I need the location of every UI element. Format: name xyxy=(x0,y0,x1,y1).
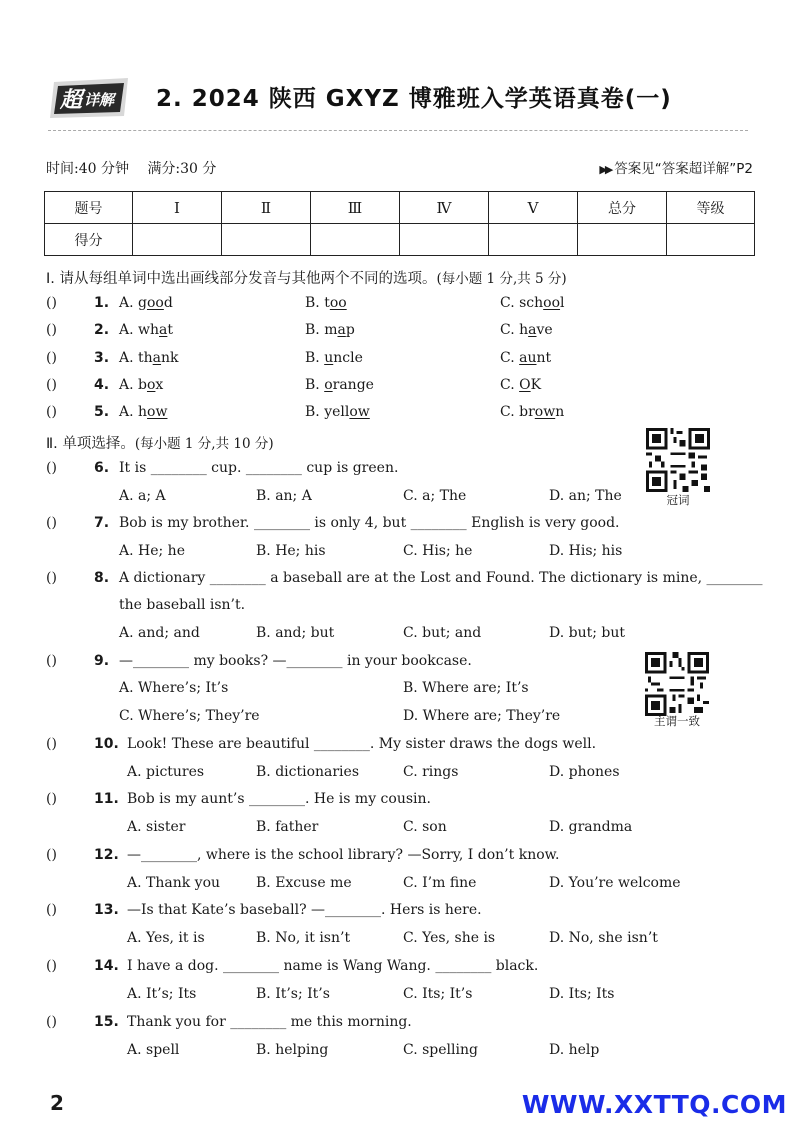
word-prefix: t xyxy=(324,295,330,311)
question-text: —________, where is the school library? —Sorry, I don’t know. xyxy=(127,847,560,863)
page-number: 2 xyxy=(50,1091,64,1115)
option-a[interactable]: A. spell xyxy=(127,1042,180,1058)
option-c[interactable] xyxy=(500,322,553,338)
option-c[interactable]: C. son xyxy=(403,819,447,835)
underlined-letters: au xyxy=(519,350,537,366)
question-text: It is ________ cup. ________ cup is green. xyxy=(119,460,399,476)
score-table xyxy=(44,191,755,256)
question-text: Bob is my aunt’s ________. He is my cousin. xyxy=(127,791,431,807)
question-text: —Is that Kate’s baseball? —________. Hers is here. xyxy=(127,902,482,918)
option-a[interactable] xyxy=(119,322,173,338)
underlined-letters: a xyxy=(528,322,537,338)
question-text: A dictionary ________ a baseball are at the Lost and Found. The dictionary is mine, ________ xyxy=(119,570,763,586)
answer-bracket-close: ) xyxy=(51,791,57,807)
option-b[interactable]: B. No, it isn’t xyxy=(256,930,351,946)
option-d[interactable]: D. help xyxy=(549,1042,600,1058)
option-a[interactable] xyxy=(119,377,163,393)
question-number: 2. xyxy=(94,322,110,338)
option-c[interactable]: C. His; he xyxy=(403,543,473,559)
answer-bracket[interactable]: () xyxy=(46,404,57,420)
option-letter: C. xyxy=(500,377,520,393)
underlined-letters: o xyxy=(146,377,156,393)
option-d[interactable]: D. You’re welcome xyxy=(549,875,681,891)
question-number: 10. xyxy=(94,736,119,752)
option-d[interactable]: D. phones xyxy=(549,764,620,780)
question-number: 4. xyxy=(94,377,110,393)
underlined-letters: oo xyxy=(329,295,347,311)
answer-bracket-close: ) xyxy=(51,736,57,752)
option-letter: A. xyxy=(119,377,139,393)
question-number: 13. xyxy=(94,902,119,918)
option-letter: B. xyxy=(305,377,325,393)
col-5: Ⅴ xyxy=(489,192,578,224)
answer-bracket[interactable]: () xyxy=(46,1014,57,1030)
option-a[interactable]: A. sister xyxy=(127,819,186,835)
section-2-title: Ⅱ. 单项选择。(每小题 1 分,共 10 分) xyxy=(46,436,274,452)
col-1: Ⅰ xyxy=(133,192,222,224)
option-d[interactable]: D. grandma xyxy=(549,819,633,835)
option-c[interactable] xyxy=(500,404,564,420)
option-letter: B. xyxy=(305,295,325,311)
question-number: 1. xyxy=(94,295,110,311)
option-c[interactable] xyxy=(500,377,541,393)
underlined-letters: u xyxy=(324,350,334,366)
word-prefix: br xyxy=(519,404,535,420)
underlined-letters: oo xyxy=(146,295,164,311)
score-cell[interactable] xyxy=(667,224,755,256)
answer-bracket[interactable]: () xyxy=(46,736,57,752)
word-prefix: yell xyxy=(324,404,350,420)
option-letter: B. xyxy=(305,404,325,420)
option-b[interactable]: B. Excuse me xyxy=(256,875,352,891)
answer-bracket-close: ) xyxy=(51,377,57,393)
header-label-cell: 题号 xyxy=(45,192,133,224)
qr-code-icon[interactable] xyxy=(646,428,710,492)
answer-bracket-close: ) xyxy=(51,515,57,531)
option-d[interactable]: D. Its; Its xyxy=(549,986,615,1002)
option-b[interactable] xyxy=(305,377,374,393)
underlined-letters: o xyxy=(324,377,333,393)
option-a[interactable]: A. He; he xyxy=(119,543,185,559)
option-b[interactable]: B. father xyxy=(256,819,319,835)
question-number: 3. xyxy=(94,350,110,366)
word-suffix: ncle xyxy=(333,350,363,366)
option-b[interactable] xyxy=(305,295,347,311)
option-a[interactable] xyxy=(119,404,167,420)
option-c[interactable] xyxy=(500,350,551,366)
option-letter: B. xyxy=(305,322,325,338)
score-cell[interactable] xyxy=(133,224,222,256)
logo-badge-icon xyxy=(48,74,132,120)
answer-bracket[interactable]: () xyxy=(46,791,57,807)
word-suffix: ve xyxy=(536,322,553,338)
exam-meta xyxy=(46,158,216,178)
option-b[interactable]: B. dictionaries xyxy=(256,764,360,780)
answer-bracket-close: ) xyxy=(51,404,57,420)
answer-bracket[interactable]: () xyxy=(46,322,57,338)
option-letter: C. xyxy=(500,350,520,366)
answer-bracket-close: ) xyxy=(51,350,57,366)
answer-bracket-close: ) xyxy=(51,653,57,669)
question-number: 14. xyxy=(94,958,119,974)
word-prefix: h xyxy=(519,322,529,338)
option-letter: C. xyxy=(500,295,520,311)
option-b[interactable] xyxy=(305,350,363,366)
option-c[interactable]: C. but; and xyxy=(403,625,482,641)
score-cell[interactable] xyxy=(400,224,489,256)
answer-bracket[interactable]: () xyxy=(46,377,57,393)
col-3: Ⅲ xyxy=(311,192,400,224)
svg-text:详解: 详解 xyxy=(84,91,115,109)
question-number: 9. xyxy=(94,653,110,669)
answer-bracket-close: ) xyxy=(51,902,57,918)
word-suffix: t xyxy=(167,322,174,338)
answer-bracket-close: ) xyxy=(51,847,57,863)
word-prefix: b xyxy=(138,377,147,393)
question-text: —________ my books? —________ in your bookcase. xyxy=(119,653,472,669)
underlined-letters: ow xyxy=(147,404,168,420)
row-label-cell: 得分 xyxy=(45,224,133,256)
svg-text:超: 超 xyxy=(60,88,83,113)
double-arrow-icon: ▶▶ xyxy=(599,163,611,176)
option-a[interactable]: A. a; A xyxy=(119,488,166,504)
time-limit: 时间:40 分钟 xyxy=(46,161,129,177)
option-c[interactable]: C. I’m fine xyxy=(403,875,477,891)
option-a[interactable]: A. Where’s; It’s xyxy=(119,680,229,696)
question-text: I have a dog. ________ name is Wang Wang. ________ black. xyxy=(127,958,539,974)
question-number: 11. xyxy=(94,791,119,807)
qr-label-subject-verb: 主谓一致 xyxy=(654,714,700,728)
word-prefix: th xyxy=(138,350,153,366)
answer-bracket-close: ) xyxy=(51,1014,57,1030)
option-d[interactable]: D. Where are; They’re xyxy=(403,708,561,724)
option-a[interactable]: A. and; and xyxy=(119,625,200,641)
col-2: Ⅱ xyxy=(222,192,311,224)
option-c[interactable] xyxy=(500,295,565,311)
word-prefix: m xyxy=(324,322,338,338)
word-prefix: wh xyxy=(138,322,160,338)
question-number: 6. xyxy=(94,460,110,476)
word-suffix: nk xyxy=(161,350,179,366)
option-letter: A. xyxy=(119,350,139,366)
answer-bracket[interactable]: () xyxy=(46,958,57,974)
option-c[interactable]: C. Its; It’s xyxy=(403,986,473,1002)
underlined-letters: ow xyxy=(534,404,556,420)
option-c[interactable]: C. Where’s; They’re xyxy=(119,708,260,724)
col-grade: 等级 xyxy=(667,192,755,224)
answer-bracket[interactable]: () xyxy=(46,460,57,476)
word-suffix: K xyxy=(530,377,542,393)
score-cell[interactable] xyxy=(311,224,400,256)
question-text: Look! These are beautiful ________. My sister draws the dogs well. xyxy=(127,736,597,752)
answer-bracket[interactable]: () xyxy=(46,295,57,311)
option-d[interactable]: D. His; his xyxy=(549,543,623,559)
option-letter: C. xyxy=(500,322,520,338)
answer-reference: ▶▶ 答案见“答案超详解”P2 xyxy=(599,161,753,177)
word-suffix: l xyxy=(560,295,565,311)
option-c[interactable]: C. Yes, she is xyxy=(403,930,496,946)
underlined-letters: a xyxy=(159,322,168,338)
score-table-score-row xyxy=(45,224,755,256)
option-a[interactable] xyxy=(119,350,179,366)
option-d[interactable]: D. but; but xyxy=(549,625,626,641)
underlined-letters: ow xyxy=(349,404,370,420)
answer-bracket-close: ) xyxy=(51,958,57,974)
qr-label-articles: 冠词 xyxy=(666,493,690,507)
option-b[interactable] xyxy=(305,322,355,338)
col-total: 总分 xyxy=(578,192,667,224)
answer-bracket[interactable]: () xyxy=(46,902,57,918)
score-table-header-row xyxy=(45,192,755,224)
score-cell[interactable] xyxy=(489,224,578,256)
page-title: 2. 2024 陕西 GXYZ 博雅班入学英语真卷(一) xyxy=(156,86,672,112)
option-a[interactable]: A. It’s; Its xyxy=(127,986,197,1002)
underlined-letters: O xyxy=(519,377,531,393)
option-letter: B. xyxy=(305,350,325,366)
header-divider xyxy=(48,130,748,131)
option-letter: A. xyxy=(119,295,139,311)
word-prefix: sch xyxy=(519,295,544,311)
score-cell[interactable] xyxy=(222,224,311,256)
underlined-letters: a xyxy=(337,322,346,338)
option-a[interactable] xyxy=(119,295,173,311)
option-b[interactable]: B. It’s; It’s xyxy=(256,986,330,1002)
question-number: 8. xyxy=(94,570,110,586)
option-b[interactable]: B. an; A xyxy=(256,488,312,504)
option-a[interactable]: A. Yes, it is xyxy=(127,930,205,946)
answer-bracket-close: ) xyxy=(51,570,57,586)
option-c[interactable]: C. spelling xyxy=(403,1042,478,1058)
question-number: 15. xyxy=(94,1014,119,1030)
answer-bracket-close: ) xyxy=(51,460,57,476)
option-d[interactable]: D. an; The xyxy=(549,488,622,504)
word-prefix: h xyxy=(138,404,148,420)
option-b[interactable]: B. and; but xyxy=(256,625,335,641)
word-suffix: nt xyxy=(536,350,552,366)
answer-bracket-close: ) xyxy=(51,295,57,311)
option-b[interactable]: B. He; his xyxy=(256,543,326,559)
question-number: 7. xyxy=(94,515,110,531)
qr-code-icon[interactable] xyxy=(645,652,709,716)
word-suffix: range xyxy=(332,377,374,393)
answer-bracket[interactable]: () xyxy=(46,653,57,669)
question-text: Thank you for ________ me this morning. xyxy=(127,1014,412,1030)
question-number: 12. xyxy=(94,847,119,863)
option-a[interactable]: A. Thank you xyxy=(127,875,221,891)
question-number: 5. xyxy=(94,404,110,420)
answer-bracket-close: ) xyxy=(51,322,57,338)
answer-bracket[interactable]: () xyxy=(46,847,57,863)
answer-bracket[interactable]: () xyxy=(46,515,57,531)
full-score: 满分:30 分 xyxy=(147,161,217,177)
option-b[interactable]: B. Where are; It’s xyxy=(403,680,529,696)
word-prefix: g xyxy=(138,295,147,311)
option-b[interactable]: B. helping xyxy=(256,1042,329,1058)
word-suffix: n xyxy=(555,404,565,420)
section-1-title: Ⅰ. 请从每组单词中选出画线部分发音与其他两个不同的选项。(每小题 1 分,共 5 分) xyxy=(46,271,567,287)
col-4: Ⅳ xyxy=(400,192,489,224)
underlined-letters: a xyxy=(152,350,162,366)
word-suffix: p xyxy=(345,322,355,338)
option-letter: C. xyxy=(500,404,520,420)
question-text: Bob is my brother. ________ is only 4, but ________ English is very good. xyxy=(119,515,620,531)
option-letter: A. xyxy=(119,322,139,338)
word-suffix: d xyxy=(163,295,173,311)
page-header xyxy=(48,72,748,128)
watermark: WWW.XXTTQ.COM xyxy=(521,1090,787,1119)
score-cell[interactable] xyxy=(578,224,667,256)
option-c[interactable]: C. rings xyxy=(403,764,459,780)
option-c[interactable]: C. a; The xyxy=(403,488,467,504)
answer-bracket[interactable]: () xyxy=(46,570,57,586)
question-text-continued: the baseball isn’t. xyxy=(119,597,246,613)
underlined-letters: oo xyxy=(543,295,561,311)
option-b[interactable] xyxy=(305,404,370,420)
option-a[interactable]: A. pictures xyxy=(127,764,205,780)
option-letter: A. xyxy=(119,404,139,420)
option-d[interactable]: D. No, she isn’t xyxy=(549,930,658,946)
answer-bracket[interactable]: () xyxy=(46,350,57,366)
word-suffix: x xyxy=(155,377,164,393)
